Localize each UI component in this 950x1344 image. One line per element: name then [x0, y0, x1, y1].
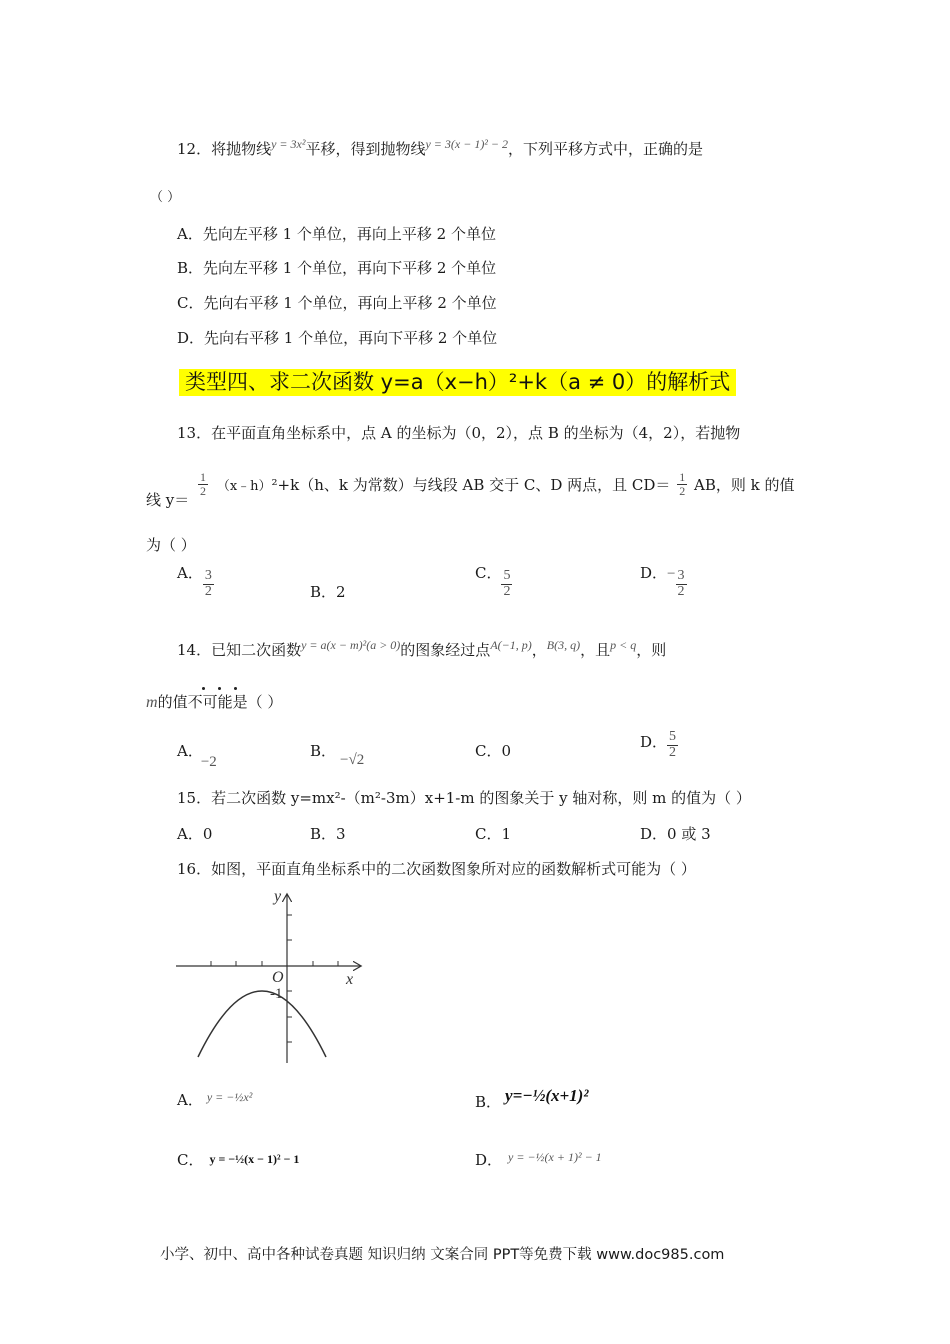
q13-cd-fraction [677, 471, 687, 497]
q14-m-var: m [146, 694, 158, 711]
q13-c-den: 2 [503, 583, 511, 599]
q13-option-b: B．2 [310, 583, 346, 601]
q16-option-d-formula: y = −½(x + 1)² − 1 [508, 1150, 602, 1164]
q12-option-d: D．先向右平移 1 个单位，再向下平移 2 个单位 [177, 329, 498, 347]
q14-point-a: A(−1, p) [490, 638, 532, 652]
q13-option-d [640, 564, 687, 599]
q13-line2-c: ²+k（h、k 为常数）与线段 AB 交于 C、D 两点，且 CD＝ [271, 476, 671, 495]
q14-condition: p < q [610, 638, 637, 652]
q14-point-b: B(3, q) [546, 638, 581, 652]
q13-option-c-fraction [501, 569, 512, 599]
footer-text: 小学、初中、高中各种试卷真题 知识归纳 文案合同 PPT等免费下载 www.doc985.com [160, 1247, 725, 1263]
q16-option-d-label: D． [475, 1151, 503, 1169]
graph-label-minus-one: -1 [270, 986, 283, 1002]
graph-label-origin: O [272, 969, 284, 986]
q13-option-d-sign: − [667, 566, 676, 583]
q14-option-d-label: D． [640, 733, 668, 752]
q16-text: 16．如图，平面直角坐标系中的二次函数图象所对应的函数解析式可能为（ ） [177, 860, 696, 878]
q14-sep: ， [531, 641, 547, 659]
q13-a-num: 3 [204, 568, 212, 583]
q14-cond-post: ，则 [636, 641, 667, 659]
q13-line2 [146, 470, 795, 510]
q15-option-d: D．0 或 3 [640, 825, 711, 843]
q13-option-a [177, 564, 214, 599]
q14-prefix: 14．已知二次函数 [177, 641, 302, 659]
q16-option-b-label: B． [475, 1093, 502, 1111]
q14-option-c: C．0 [475, 742, 512, 760]
q13-cd-den: 2 [679, 483, 686, 498]
q16-option-c [177, 1153, 299, 1168]
q13-a-den: 2 [204, 583, 212, 599]
q12-prefix: 12．将抛物线 [177, 140, 272, 158]
graph-label-y: y [274, 888, 282, 905]
q13-c-num: 5 [503, 568, 511, 583]
q16-option-a-label: A． [177, 1091, 203, 1109]
q14-option-a [177, 742, 219, 770]
q15-option-c: C．1 [475, 825, 512, 843]
q16-option-c-label: C． [177, 1151, 204, 1169]
q16-option-d [475, 1150, 602, 1169]
q13-half-num: 1 [200, 470, 207, 484]
q12-formula-original: y = 3x² [271, 137, 306, 151]
q14-option-a-value: −2 [200, 754, 217, 770]
emphasis-dot [202, 687, 205, 690]
q15-text: 15．若二次函数 y=mx²-（m²-3m）x+1-m 的图象关于 y 轴对称，则 m 的值为（ ） [177, 789, 751, 807]
q13-half-fraction [198, 471, 208, 497]
q15-option-a: A．0 [177, 825, 213, 843]
q12-line1 [177, 137, 704, 158]
q14-mid: 的图象经过点 [400, 641, 491, 659]
q15-option-b: B．3 [310, 825, 346, 843]
q13-line1: 13．在平面直角坐标系中，点 A 的坐标为（0，2），点 B 的坐标为（4，2），若抛物 [177, 424, 741, 442]
q13-option-d-fraction [676, 569, 687, 599]
q13-line2-d: AB，则 k 的值 [694, 476, 795, 495]
q13-d-num: 3 [677, 568, 685, 583]
q13-cd-num: 1 [679, 470, 686, 484]
q13-d-den: 2 [677, 583, 685, 599]
q13-line2-b: （x﹣h） [216, 479, 272, 495]
q14-option-d-fraction [667, 730, 678, 760]
q13-option-c-label: C． [475, 564, 502, 583]
q14-option-d [640, 730, 678, 760]
emphasis-dot [218, 687, 221, 690]
q14-cond-pre: ，且 [580, 641, 611, 659]
q12-formula-target: y = 3(x − 1)² − 2 [425, 137, 509, 151]
q16-option-c-formula: y = −½(x − 1)² − 1 [209, 1152, 300, 1166]
emphasis-dot [234, 687, 237, 690]
q12-option-c: C．先向右平移 1 个单位，再向上平移 2 个单位 [177, 294, 497, 312]
q14-line1 [177, 638, 667, 659]
q16-parabola-graph [170, 885, 370, 1065]
q12-option-b: B．先向左平移 1 个单位，再向下平移 2 个单位 [177, 259, 497, 277]
y-ticks [287, 915, 292, 1042]
q14-option-b [310, 742, 365, 768]
q12-option-a: A．先向左平移 1 个单位，再向上平移 2 个单位 [177, 225, 496, 243]
q14-formula: y = a(x − m)²(a > 0) [301, 638, 401, 652]
q13-option-a-label: A． [177, 564, 203, 583]
q13-option-c [475, 564, 512, 599]
q12-mid: 平移，得到抛物线 [305, 140, 426, 158]
q16-option-a [177, 1090, 253, 1109]
q14-option-a-label: A． [177, 742, 203, 760]
q13-line2-a: 线 y＝ [146, 491, 190, 510]
section-title: 类型四、求二次函数 y=a（x−h）²+k（a ≠ 0）的解析式 [179, 369, 736, 396]
q14-line2 [146, 695, 282, 711]
q14-option-b-label: B． [310, 742, 337, 760]
q13-line3: 为（ ） [146, 536, 196, 554]
q14-d-num: 5 [669, 729, 677, 744]
q13-option-d-label: D． [640, 564, 668, 583]
q16-option-b-formula: y=−½(x+1)² [505, 1086, 589, 1105]
q12-answer-bracket: （ ） [150, 190, 181, 205]
parabola-curve [198, 991, 326, 1057]
q14-d-den: 2 [669, 744, 677, 760]
graph-label-x: x [346, 971, 354, 988]
q14-line2-text: 的值不可能是（ ） [157, 693, 283, 711]
q16-option-a-formula: y = −½x² [206, 1090, 253, 1104]
q13-option-a-fraction [203, 569, 214, 599]
x-ticks [211, 961, 338, 966]
q12-suffix: ，下列平移方式中，正确的是 [508, 140, 704, 158]
q14-option-b-value: −√2 [340, 752, 365, 768]
q13-half-den: 2 [200, 483, 207, 498]
q16-option-b [475, 1086, 589, 1111]
